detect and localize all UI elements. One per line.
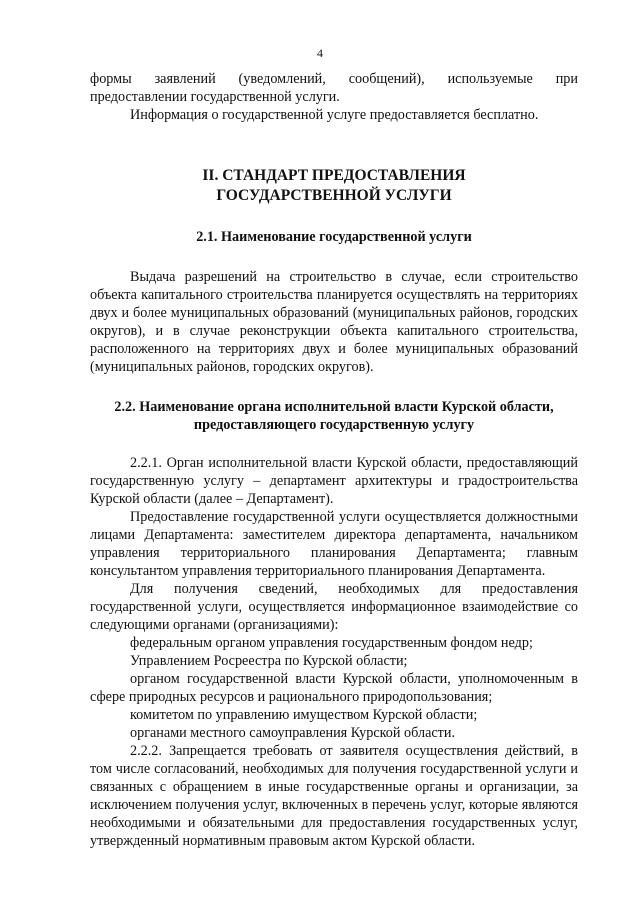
- subsection-2-2-title: [90, 398, 578, 434]
- list-item: федеральным органом управления государственным фондом недр;: [130, 635, 533, 651]
- paragraph-2-2-2: 2.2.2. Запрещается требовать от заявителя осуществления действий, в том числе согласований, необходимых для получения государственной услуги и связанных с обращением в иные государственные органы и организации, за исключением получения услуг, включенных в перечень услуг, которые являются необходимыми и обязательными для предоставления государственных услуг, утвержденный нормативным правовым актом Курской области.: [90, 743, 578, 849]
- list-item: органами местного самоуправления Курской области.: [130, 725, 456, 741]
- list-item: органом государственной власти Курской области, уполномоченным в сфере природных ресурсов и рационального природопользования;: [90, 671, 578, 705]
- paragraph-interaction: Для получения сведений, необходимых для предоставления государственной услуги, осуществляется информационное взаимодействие со следующими органами (организациями):: [90, 581, 578, 633]
- intro-paragraph-1: формы заявлений (уведомлений, сообщений), используемые при предоставлении государственной услуги.: [90, 71, 578, 105]
- list-item: Управлением Росреестра по Курской области;: [130, 653, 408, 669]
- section-title-line-1: II. СТАНДАРТ ПРЕДОСТАВЛЕНИЯ: [202, 167, 466, 184]
- page-number: 4: [317, 46, 323, 60]
- list-item: комитетом по управлению имуществом Курской области;: [130, 707, 478, 723]
- paragraph-2-2-1: 2.2.1. Орган исполнительной власти Курской области, предоставляющий государственную услугу – департамент архитектуры и градостроительства Курской области (далее – Департамент).: [90, 455, 578, 507]
- subsection-2-1-title: 2.1. Наименование государственной услуги: [196, 229, 472, 245]
- section-title-line-2: ГОСУДАРСТВЕННОЙ УСЛУГИ: [216, 187, 452, 204]
- paragraph-provision: Предоставление государственной услуги осуществляется должностными лицами Департамента: заместителем директора департамента, начальником управления территориального планирования Департамента; главным консультантом управления территориального планирования Департамента.: [90, 509, 578, 579]
- section-title: [90, 166, 578, 206]
- intro-paragraph-2: Информация о государственной услуге предоставляется бесплатно.: [130, 107, 539, 123]
- subsection-2-1-text: Выдача разрешений на строительство в случае, если строительство объекта капитального строительства планируется осуществлять на территориях двух и более муниципальных образований (муниципальных районов, городских округов), и в случае реконструкции объекта капитального строительства, расположенного на территориях двух и более муниципальных образований (муниципальных районов, городских округов).: [90, 269, 578, 375]
- subsection-2-2-title-line-1: 2.2. Наименование органа исполнительной власти Курской области,: [114, 399, 554, 415]
- document-body: [90, 70, 578, 850]
- subsection-2-2-title-line-2: предоставляющего государственную услугу: [193, 417, 475, 433]
